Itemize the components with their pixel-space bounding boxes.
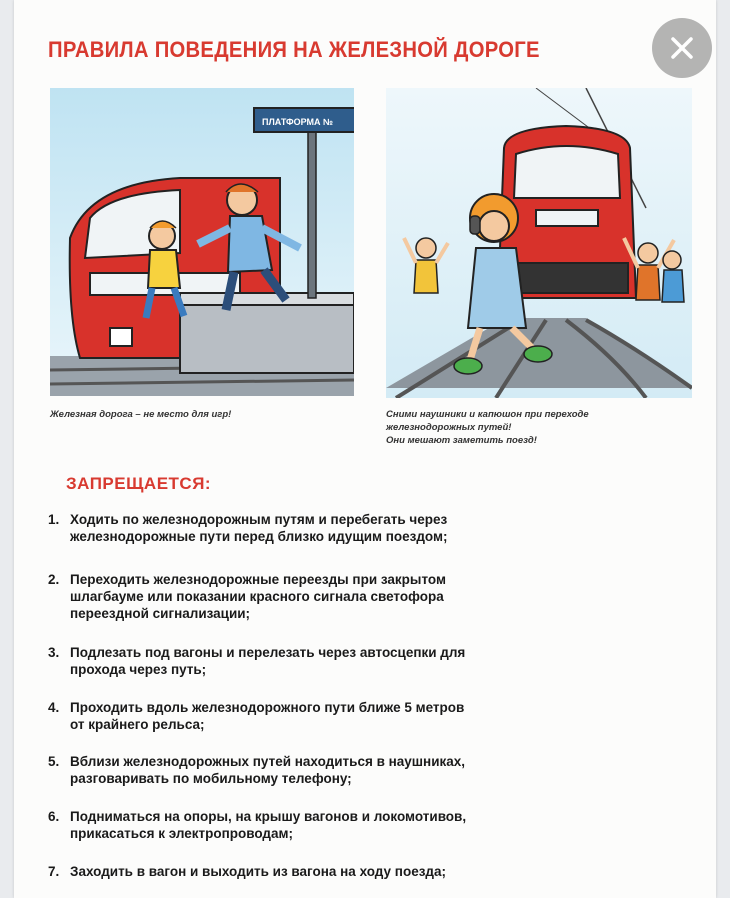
illustration-platform-scene	[50, 88, 354, 396]
rule-text-line: от крайнего рельса;	[70, 717, 205, 732]
rule-text-line: Переходить железнодорожные переезды при закрытом	[70, 572, 446, 587]
rule-item-3	[48, 644, 688, 678]
rule-number: 5.	[48, 754, 60, 769]
close-button[interactable]	[652, 18, 712, 78]
rule-text-line: Проходить вдоль железнодорожного пути ближе 5 метров	[70, 700, 465, 715]
platform-sign-text: ПЛАТФОРМА №	[262, 117, 334, 127]
illustration-crossing-scene	[386, 88, 692, 398]
rule-text-line: разговаривать по мобильному телефону;	[70, 771, 352, 786]
rule-text-line: прикасаться к электропроводам;	[70, 826, 293, 841]
poster-title: ПРАВИЛА ПОВЕДЕНИЯ НА ЖЕЛЕЗНОЙ ДОРОГЕ	[48, 37, 540, 62]
rule-text-line: железнодорожные пути перед близко идущим поездом;	[70, 529, 448, 544]
caption-right-line-3: Они мешают заметить поезд!	[386, 435, 537, 446]
rule-item-4	[48, 699, 688, 733]
rule-text-line: Заходить в вагон и выходить из вагона на ходу поезда;	[70, 864, 446, 879]
poster-sheet	[14, 0, 716, 898]
caption-left-text: Железная дорога – не место для игр!	[50, 409, 232, 420]
rule-number: 2.	[48, 572, 60, 587]
rule-text-line: прохода через путь;	[70, 662, 207, 677]
caption-right	[386, 408, 706, 447]
caption-left	[50, 408, 350, 421]
forbidden-heading: ЗАПРЕЩАЕТСЯ:	[66, 474, 212, 493]
rule-number: 1.	[48, 512, 60, 527]
rule-number: 3.	[48, 645, 60, 660]
rule-item-6	[48, 808, 688, 842]
caption-right-line-2: железнодорожных путей!	[386, 422, 512, 433]
rule-number: 7.	[48, 864, 60, 879]
rule-text-line: Вблизи железнодорожных путей находиться в наушниках,	[70, 754, 466, 769]
caption-right-line-1: Сними наушники и капюшон при переходе	[386, 409, 589, 420]
rule-text-line: Ходить по железнодорожным путям и перебегать через	[70, 512, 448, 527]
rule-text-line: переездной сигнализации;	[70, 606, 251, 621]
rule-text-line: Подниматься на опоры, на крышу вагонов и локомотивов,	[70, 809, 467, 824]
rule-item-5	[48, 753, 688, 787]
rule-item-1	[48, 511, 688, 545]
rule-text-line: шлагбауме или показании красного сигнала светофора	[70, 589, 444, 604]
rule-number: 4.	[48, 700, 60, 715]
rule-text-line: Подлезать под вагоны и перелезать через автосцепки для	[70, 645, 466, 660]
close-icon	[669, 35, 695, 61]
rule-item-7	[48, 863, 688, 880]
rule-number: 6.	[48, 809, 60, 824]
rule-item-2	[48, 571, 688, 622]
